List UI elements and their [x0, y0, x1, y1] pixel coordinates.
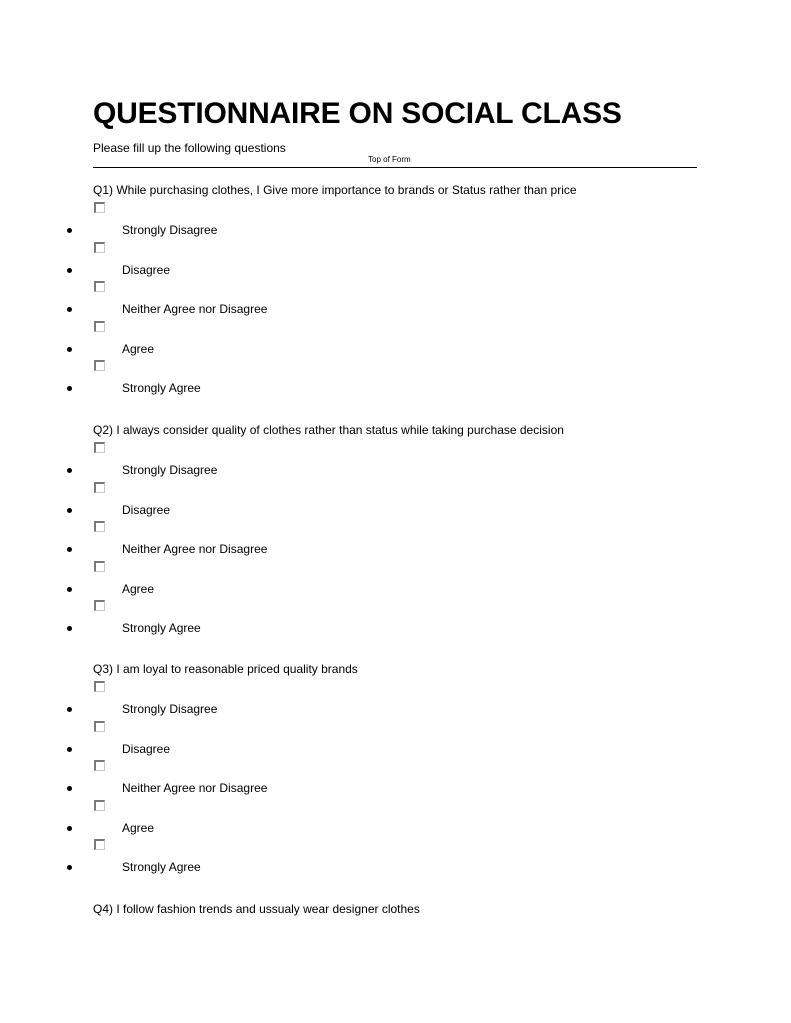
question-3-text: Q3) I am loyal to reasonable priced quality brands [93, 662, 358, 676]
form-divider [93, 167, 697, 168]
question-2-text: Q2) I always consider quality of clothes rather than status while taking purchase decision [93, 423, 564, 437]
page-title: QUESTIONNAIRE ON SOCIAL CLASS [93, 97, 622, 130]
bullet-icon [67, 707, 72, 712]
subtitle: Please fill up the following questions [93, 141, 286, 155]
bullet-icon [67, 386, 72, 391]
question-1-option-3-label: Neither Agree nor Disagree [122, 302, 268, 317]
question-2-option-1-label: Strongly Disagree [122, 463, 218, 477]
question-1-option-5-checkbox[interactable] [94, 360, 105, 371]
question-1-option-1-label: Strongly Disagree [122, 223, 218, 237]
bullet-icon [67, 508, 72, 513]
bullet-icon [67, 468, 72, 473]
question-2-option-3-label: Neither Agree nor Disagree [122, 542, 268, 557]
bullet-icon [67, 347, 72, 352]
question-2-option-5-checkbox[interactable] [94, 600, 105, 611]
question-1-option-2-label: Disagree [122, 262, 171, 277]
bullet-icon [67, 547, 72, 552]
question-1-option-4-label: Agree [122, 341, 155, 356]
bullet-icon [67, 268, 72, 273]
question-3-option-1-label: Strongly Disagree [122, 702, 218, 716]
top-of-form-label: Top of Form [368, 155, 411, 164]
question-3-option-3-checkbox[interactable] [94, 760, 105, 771]
question-3-option-5-label: Strongly Agree [122, 860, 201, 875]
bullet-icon [67, 865, 72, 870]
bullet-icon [67, 626, 72, 631]
question-1-option-2-checkbox[interactable] [94, 242, 105, 253]
question-2-option-4-checkbox[interactable] [94, 561, 105, 572]
bullet-icon [67, 587, 72, 592]
question-2-option-2-checkbox[interactable] [94, 482, 105, 493]
question-2-option-5-label: Strongly Agree [122, 621, 201, 636]
question-1-text: Q1) While purchasing clothes, I Give more importance to brands or Status rather than price [93, 183, 577, 197]
question-2-option-3-checkbox[interactable] [94, 521, 105, 532]
question-3-option-5-checkbox[interactable] [94, 839, 105, 850]
question-2-option-4-label: Agree [122, 581, 155, 596]
question-2-option-2-label: Disagree [122, 502, 171, 517]
question-1-option-4-checkbox[interactable] [94, 321, 105, 332]
question-2-option-1-checkbox[interactable] [94, 442, 105, 453]
bullet-icon [67, 826, 72, 831]
bullet-icon [67, 228, 72, 233]
question-3-option-1-checkbox[interactable] [94, 681, 105, 692]
question-3-option-2-label: Disagree [122, 741, 171, 756]
bullet-icon [67, 747, 72, 752]
question-4-text: Q4) I follow fashion trends and ussualy wear designer clothes [93, 902, 420, 916]
question-1-option-5-label: Strongly Agree [122, 381, 201, 396]
question-3-option-4-label: Agree [122, 820, 155, 835]
question-1-option-1-checkbox[interactable] [94, 202, 105, 213]
question-3-option-3-label: Neither Agree nor Disagree [122, 781, 268, 796]
question-3-option-4-checkbox[interactable] [94, 800, 105, 811]
bullet-icon [67, 786, 72, 791]
bullet-icon [67, 307, 72, 312]
question-3-option-2-checkbox[interactable] [94, 721, 105, 732]
question-1-option-3-checkbox[interactable] [94, 281, 105, 292]
